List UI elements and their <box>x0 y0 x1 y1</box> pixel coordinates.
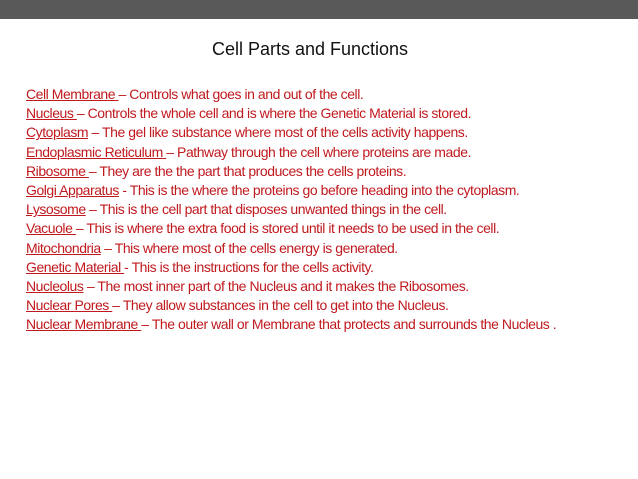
entry-nucleus <box>26 104 626 123</box>
entry-nucleolus <box>26 277 626 296</box>
term: Nucleolus <box>26 278 84 295</box>
description: – This is where the extra food is stored until it needs to be used in the cell. <box>75 220 500 237</box>
definition-list <box>26 85 626 335</box>
top-bar <box>0 0 638 19</box>
entry-endoplasmic-reticulum <box>26 143 626 162</box>
slide-title: Cell Parts and Functions <box>211 39 409 59</box>
description: – The most inner part of the Nucleus and it makes the Ribosomes. <box>83 278 469 295</box>
term: Endoplasmic Reticulum <box>26 143 167 160</box>
entry-golgi-apparatus <box>26 181 626 200</box>
description: – This where most of the cells energy is generated. <box>100 239 398 256</box>
description: – The outer wall or Membrane that protects and surrounds the Nucleus . <box>141 316 557 333</box>
term: Nucleus <box>26 105 77 122</box>
description: – Controls what goes in and out of the cell. <box>118 86 364 102</box>
term: Mitochondria <box>26 239 101 256</box>
term: Genetic Material <box>26 258 125 275</box>
term: Vacuole <box>26 220 76 237</box>
description: – This is the cell part that disposes unwanted things in the cell. <box>85 201 447 218</box>
entry-vacuole <box>26 219 626 238</box>
entry-cell-membrane <box>26 85 626 104</box>
description: - This is the instructions for the cells activity. <box>124 258 374 275</box>
term: Lysosome <box>26 201 86 218</box>
entry-ribosome <box>26 162 626 181</box>
entry-genetic-material <box>26 258 626 277</box>
description: – They allow substances in the cell to get into the Nucleus. <box>112 297 449 314</box>
entry-lysosome <box>26 200 626 219</box>
term: Cell Membrane <box>26 86 119 102</box>
term: Golgi Apparatus <box>26 182 119 199</box>
description: – The gel like substance where most of the cells activity happens. <box>88 124 468 141</box>
term: Nuclear Membrane <box>26 316 142 333</box>
description: – Controls the whole cell and is where the Genetic Material is stored. <box>76 105 472 122</box>
description: – They are the the part that produces the cells proteins. <box>88 162 407 179</box>
description: - This is the where the proteins go before heading into the cytoplasm. <box>118 182 520 199</box>
term: Nuclear Pores <box>26 297 113 314</box>
term: Ribosome <box>26 162 89 179</box>
description: – Pathway through the cell where proteins are made. <box>166 143 471 160</box>
entry-nuclear-membrane <box>26 315 626 334</box>
entry-cytoplasm <box>26 123 626 142</box>
term: Cytoplasm <box>26 124 89 141</box>
entry-nuclear-pores <box>26 296 626 315</box>
entry-mitochondria <box>26 239 626 258</box>
